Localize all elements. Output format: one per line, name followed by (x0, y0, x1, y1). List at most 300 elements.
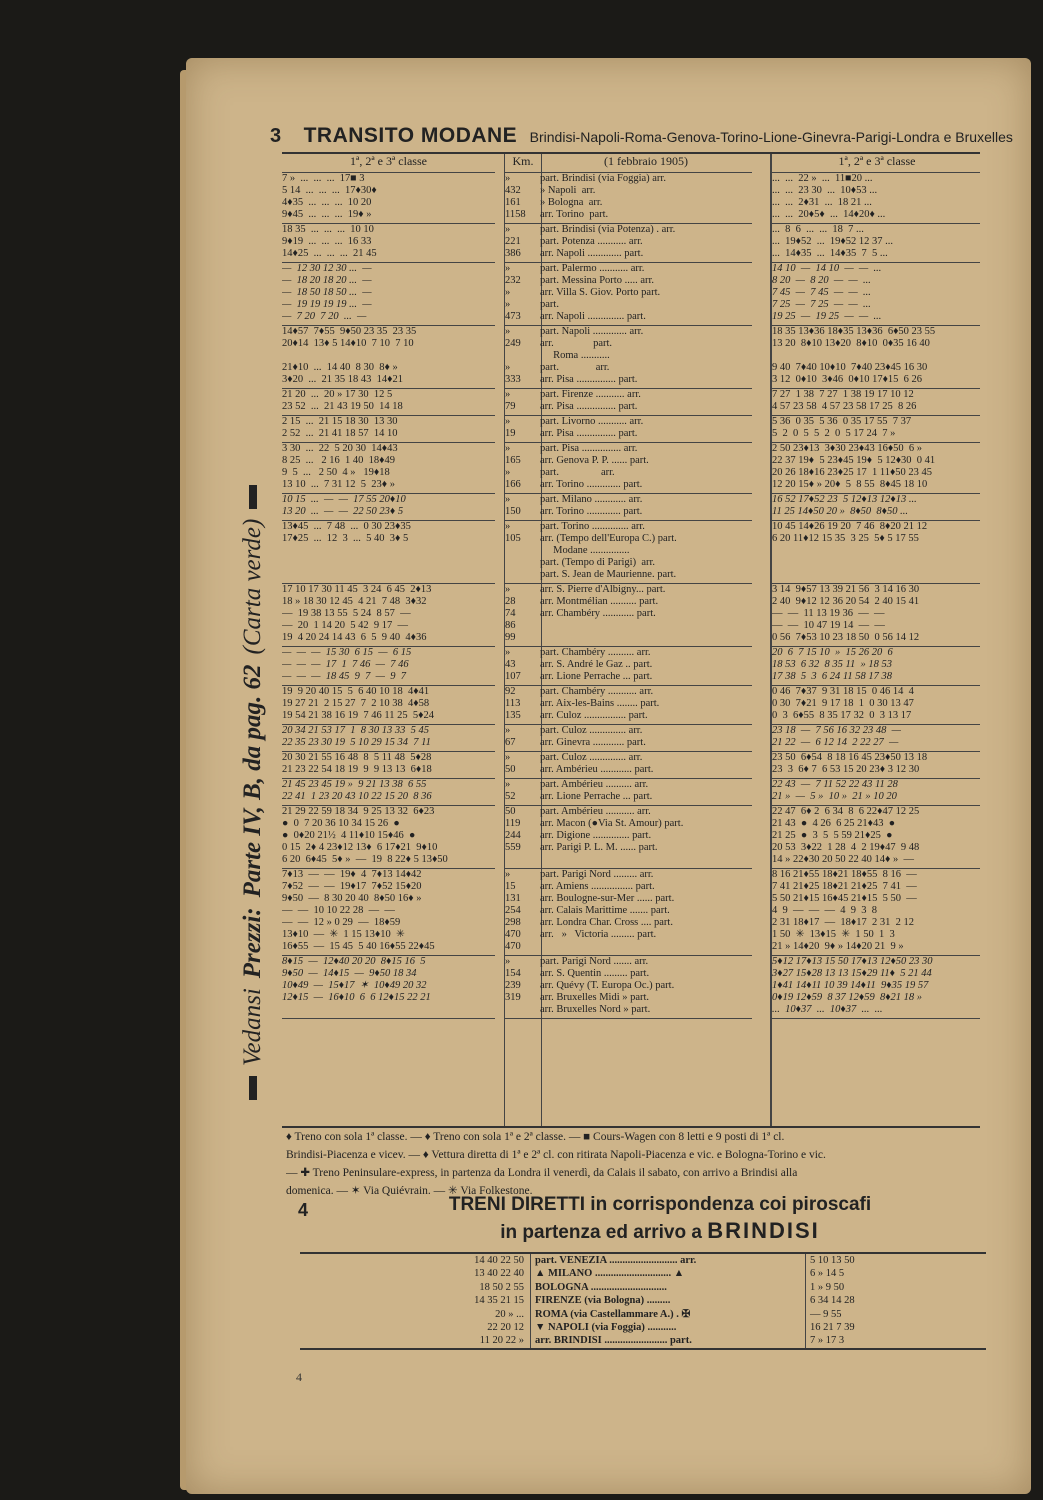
time-line: 2 40 9♦12 12 36 20 54 2 40 15 41 (772, 596, 920, 607)
km-line: 298 (505, 917, 521, 928)
time-line: 3♦27 15♦28 13 13 15♦29 11♦ 5 21 44 (772, 968, 932, 979)
km-line: » (505, 389, 511, 400)
km-line: » (505, 584, 511, 595)
footnotes (286, 1128, 980, 1200)
station-line: arr. Boulogne-sur-Mer ...... part. (540, 893, 675, 904)
km-line: 161 (505, 197, 521, 208)
km-line: » (505, 287, 511, 298)
time-line: 10 45 14♦26 19 20 7 46 8♦20 21 12 (772, 521, 928, 532)
time-line: 0 56 7♦53 10 23 18 50 0 56 14 12 (772, 632, 920, 643)
time-line: 19 9 20 40 15 5 6 40 10 18 4♦41 (282, 686, 430, 697)
timetable-block (505, 389, 541, 416)
arrival-times: 7 » 17 3 (805, 1334, 900, 1347)
km-line: 432 (505, 185, 521, 196)
km-line: » (505, 869, 511, 880)
time-line: 6 20 11♦12 15 35 3 25 5♦ 5 17 55 (772, 533, 919, 544)
station-line: arr. Amiens ................ part. (540, 881, 655, 892)
time-line: 21 23 22 54 18 19 9 9 13 13 6♦18 (282, 764, 432, 775)
empty-cell (300, 1267, 428, 1280)
station-line: Roma ........... (540, 350, 610, 361)
time-line: 21♦10 ... 14 40 8 30 8♦ » (282, 362, 398, 373)
km-line: 254 (505, 905, 521, 916)
stations-body (540, 173, 752, 1019)
time-line: 20♦14 13♦ 5 14♦10 7 10 7 10 (282, 338, 414, 349)
km-header: Km. (505, 154, 541, 173)
km-line: 43 (505, 659, 516, 670)
timetable-block (540, 494, 752, 521)
timetable-block (772, 869, 980, 956)
side-ref: Parte IV, B, da pag. 62 (239, 664, 266, 898)
time-line: 3 30 ... 22 5 20 30 14♦43 (282, 443, 398, 454)
time-line: 5 36 0 35 5 36 0 35 17 55 7 37 (772, 416, 912, 427)
km-line: 67 (505, 737, 516, 748)
connection-row (300, 1334, 986, 1347)
station-line: arr. Pisa ............... part. (540, 401, 638, 412)
time-line: 20 6 7 15 10 » 15 26 20 6 (772, 647, 893, 658)
time-line: 22 43 — 7 11 52 22 43 11 28 (772, 779, 898, 790)
station-line: part. Chambéry ........... arr. (540, 686, 654, 697)
km-line: 28 (505, 596, 516, 607)
time-line: 18 35 13♦36 18♦35 13♦36 6♦50 23 55 (772, 326, 936, 337)
left-times-body (282, 173, 495, 1019)
station-line: part. Firenze ........... arr. (540, 389, 641, 400)
km-line: 473 (505, 311, 521, 322)
timetable-block (505, 779, 541, 806)
side-price-note (238, 320, 268, 1100)
timetable-block (772, 779, 980, 806)
time-line: 12♦15 — 16♦10 6 6 12♦15 22 21 (282, 992, 431, 1003)
station-line: part. Napoli ............. arr. (540, 326, 644, 337)
left-class-header: 1ª, 2ª e 3ª classe (282, 154, 495, 173)
time-line: 8♦15 — 12♦40 20 20 8♦15 16 5 (282, 956, 426, 967)
time-line: 23 50 6♦54 8 18 16 45 23♦50 13 18 (772, 752, 928, 763)
timetable-block (540, 443, 752, 494)
km-line: » (505, 299, 511, 310)
station-line: part. Messina Porto ..... arr. (540, 275, 655, 286)
timetable-block (772, 752, 980, 779)
connection-row (300, 1281, 986, 1294)
time-line: 21 » 14♦20 9♦ » 14♦20 21 9 » (772, 941, 904, 952)
km-line: 79 (505, 401, 516, 412)
station-name: BOLOGNA ............................. (535, 1281, 667, 1293)
empty-cell (300, 1281, 428, 1294)
km-line: » (505, 647, 511, 658)
timetable-block (505, 443, 541, 494)
time-line: — — 12 » 0 29 — 18♦59 (282, 917, 401, 928)
connection-row (300, 1254, 986, 1267)
section-number: 4 (298, 1200, 309, 1220)
time-line: 18 35 ... ... ... 10 10 (282, 224, 374, 235)
km-line: 99 (505, 632, 516, 643)
station-line: arr. (Tempo dell'Europa C.) part. (540, 533, 677, 544)
station-line: arr. Pisa ............... part. (540, 428, 638, 439)
time-line: 5 2 0 5 5 2 0 5 17 24 7 » (772, 428, 896, 439)
time-line: — — — 15 30 6 15 — 6 15 (282, 647, 412, 658)
time-line: 19 54 21 38 16 19 7 46 11 25 5♦24 (282, 710, 434, 721)
station-line: part. Torino .............. arr. (540, 521, 645, 532)
station-line: part. (Tempo di Parigi) arr. (540, 557, 656, 568)
time-line: 10 15 ... — — 17 55 20♦10 (282, 494, 406, 505)
timetable-block (540, 521, 752, 584)
time-line: 2 52 ... 21 41 18 57 14 10 (282, 428, 398, 439)
km-line: 221 (505, 236, 521, 247)
arrival-times: — 9 55 (805, 1308, 900, 1321)
time-line: — 19 38 13 55 5 24 8 57 — (282, 608, 411, 619)
station-line: arr. » Victoria ......... part. (540, 929, 657, 940)
timetable-block (282, 443, 495, 494)
km-line: » (505, 326, 511, 337)
time-line: 5 50 21♦15 16♦45 21♦15 5 50 — (772, 893, 917, 904)
timetable-block (282, 224, 495, 263)
station-line: » Bologna arr. (540, 197, 603, 208)
station-line: part. Milano ............ arr. (540, 494, 643, 505)
arrival-times: 1 » 9 50 (805, 1281, 900, 1294)
time-line: 13 20 8♦10 13♦20 8♦10 0♦35 16 40 (772, 338, 930, 349)
timetable-block (772, 806, 980, 869)
km-line: 333 (505, 374, 521, 385)
time-line: 23 52 ... 21 43 19 50 14 18 (282, 401, 403, 412)
timetable-block (540, 725, 752, 752)
station-line: arr. Digione .............. part. (540, 830, 652, 841)
time-line: — — — 17 1 7 46 — 7 46 (282, 659, 409, 670)
km-line: 232 (505, 275, 521, 286)
time-line: 4♦35 ... ... ... 10 20 (282, 197, 372, 208)
station-line: part. Potenza ........... arr. (540, 236, 643, 247)
timetable-block (505, 584, 541, 647)
connection-row (300, 1294, 986, 1307)
timetable-block (282, 521, 495, 584)
timetable-block (540, 956, 752, 1019)
footer-mark: 4 (296, 1370, 302, 1384)
time-line: 20 26 18♦16 23♦25 17 1 11♦50 23 45 (772, 467, 933, 478)
km-line: » (505, 494, 511, 505)
footnote-line: ♦ Treno con sola 1ª classe. — ♦ Treno con sola 1ª e 2ª classe. — ■ Cours-Wagen con 8 letti e 9 posti di 1ª cl. (286, 1131, 785, 1143)
km-line: 154 (505, 968, 521, 979)
station-line: arr. part. (540, 338, 613, 349)
arrival-times: 6 34 14 28 (805, 1294, 900, 1307)
km-line: » (505, 467, 511, 478)
time-line: 22 41 1 23 20 43 10 22 15 20 8 36 (282, 791, 432, 802)
time-line: 9♦45 ... ... ... 19♦ » (282, 209, 372, 220)
station-line: part. Ambérieu ........... arr. (540, 806, 651, 817)
km-line: » (505, 725, 511, 736)
time-line: 7♦52 — — 19♦17 7♦52 15♦20 (282, 881, 422, 892)
km-line: » (505, 956, 511, 967)
time-line: — — 10 47 19 14 — — (772, 620, 885, 631)
station-line: part. Chambéry .......... arr. (540, 647, 651, 658)
station-line: part. Palermo ........... arr. (540, 263, 645, 274)
time-line: 9♦50 — 14♦15 — 9♦50 18 34 (282, 968, 417, 979)
time-line: 7 41 21♦25 18♦21 21♦25 7 41 — (772, 881, 917, 892)
station-line: » Napoli arr. (540, 185, 596, 196)
time-line: 17 10 17 30 11 45 3 24 6 45 2♦13 (282, 584, 432, 595)
empty-cell (300, 1254, 428, 1267)
time-line: 21 45 23 45 19 » 9 21 13 38 6 55 (282, 779, 427, 790)
station-line: arr. Bruxelles Nord » part. (540, 1004, 651, 1015)
timetable-block (540, 686, 752, 725)
time-line: 9 5 ... 2 50 4 » 19♦18 (282, 467, 390, 478)
time-line: 23 3 6♦ 7 6 53 15 20 23♦ 3 12 30 (772, 764, 920, 775)
time-line: 0 15 2♦ 4 23♦12 13♦ 6 17♦21 9♦10 (282, 842, 438, 853)
empty-cell (300, 1334, 428, 1347)
time-line: 7 27 1 38 7 27 1 38 19 17 10 12 (772, 389, 914, 400)
empty-cell (300, 1308, 428, 1321)
station-line: arr. Montmélian .......... part. (540, 596, 659, 607)
time-line: 4 57 23 58 4 57 23 58 17 25 8 26 (772, 401, 917, 412)
timetable-block (505, 224, 541, 263)
km-line: 386 (505, 248, 521, 259)
station-line: part. Culoz .............. arr. (540, 752, 643, 763)
km-line: 50 (505, 764, 516, 775)
timetable-block (505, 521, 541, 584)
arrival-times: 6 » 14 5 (805, 1267, 900, 1280)
timetable-block (282, 779, 495, 806)
time-line (772, 350, 980, 362)
timetable-block (540, 389, 752, 416)
time-line: 3 12 0♦10 3♦46 0♦10 17♦15 6 26 (772, 374, 923, 385)
station-line: part. Brindisi (via Foggia) arr. (540, 173, 666, 184)
km-line: » (505, 224, 511, 235)
station-line: arr. Torino ............. part. (540, 479, 643, 490)
time-line: 7 » ... ... ... 17■ 3 (282, 173, 365, 184)
time-line: 13♦10 — ✳ 1 15 13♦10 ✳ (282, 929, 405, 940)
time-line: ... 14♦35 ... 14♦35 7 5 ... (772, 248, 888, 259)
time-line: ● 0♦20 21½ 4 11♦10 15♦46 ● (282, 830, 416, 841)
timetable-block (505, 416, 541, 443)
station-line: arr. Londra Char. Cross .... part. (540, 917, 673, 928)
time-line: 13 10 ... 7 31 12 5 23♦ » (282, 479, 395, 490)
km-line: » (505, 263, 511, 274)
timetable-block (505, 686, 541, 725)
departure-times: 13 40 22 40 (428, 1267, 531, 1280)
time-line: 22 35 23 30 19 5 10 29 15 34 7 11 (282, 737, 431, 748)
km-line: 131 (505, 893, 521, 904)
time-line: 13 20 ... — — 22 50 23♦ 5 (282, 506, 404, 517)
footnote-line: Brindisi-Piacenza e vicev. — ♦ Vettura diretta di 1ª e 2ª cl. con ritirata Napoli-Piacenza e vic. e Bologna-Torino e vic. (286, 1149, 826, 1161)
time-line: 16 52 17♦52 23 5 12♦13 12♦13 ... (772, 494, 917, 505)
time-line: 8 16 21♦55 18♦21 18♦55 8 16 — (772, 869, 917, 880)
time-line: ... 10♦37 ... 10♦37 ... ... (772, 1004, 883, 1015)
time-line: ... ... 20♦5♦ ... 14♦20♦ ... (772, 209, 886, 220)
km-line: » (505, 173, 511, 184)
station-name: arr. BRINDISI ........................ part. (535, 1335, 692, 1347)
time-line: 9♦50 — 8 30 20 40 8♦50 16♦ » (282, 893, 422, 904)
time-line: 11 25 14♦50 20 » 8♦50 8♦50 ... (772, 506, 909, 517)
time-line: 3♦20 ... 21 35 18 43 14♦21 (282, 374, 403, 385)
time-line: 5 14 ... ... ... 17♦30♦ (282, 185, 377, 196)
station-line: part. Parigi Nord ....... arr. (540, 956, 649, 967)
arrow-mark-icon (249, 485, 257, 509)
station-line: arr. Genova P. P. ...... part. (540, 455, 649, 466)
time-line: 7 45 — 7 45 — — ... (772, 287, 871, 298)
arrow-mark-icon (249, 1076, 257, 1100)
station-line: part. Culoz .............. arr. (540, 725, 643, 736)
time-line: 17♦25 ... 12 3 ... 5 40 3♦ 5 (282, 533, 409, 544)
km-line: » (505, 362, 511, 373)
time-line: — — — 18 45 9 7 — 9 7 (282, 671, 406, 682)
km-line: 113 (505, 698, 521, 709)
time-line: 5♦12 17♦13 15 50 17♦13 12♦50 23 30 (772, 956, 933, 967)
time-line (282, 350, 495, 362)
km-line: 470 (505, 929, 521, 940)
departure-times: 14 40 22 50 (428, 1254, 531, 1267)
footnote-line: domenica. — ✶ Via Quiévrain. — ✳ Via Folkestone. (286, 1185, 533, 1197)
station-name: ▲ MILANO ............................. ▲ (535, 1268, 685, 1280)
departure-times: 18 50 2 55 (428, 1281, 531, 1294)
time-line: 4 9 — — — 4 9 3 8 (772, 905, 877, 916)
timetable-block (772, 224, 980, 263)
footnote-line: — ✚ Treno Peninsulare-express, in partenza da Londra il venerdì, da Calais il sabato, con arrivo a Brindisi alla (286, 1167, 798, 1179)
arrival-times: 16 21 7 39 (805, 1321, 900, 1334)
time-line: 2 31 18♦17 — 18♦17 2 31 2 12 (772, 917, 914, 928)
timetable-block (540, 416, 752, 443)
timetable-block (282, 173, 495, 224)
time-line: 14 10 — 14 10 — — ... (772, 263, 882, 274)
time-line: — 19 19 19 19 ... — (282, 299, 372, 310)
station-line: part. Brindisi (via Potenza) . arr. (540, 224, 676, 235)
timetable-block (505, 752, 541, 779)
time-line: 16♦55 — 15 45 5 40 16♦55 22♦45 (282, 941, 435, 952)
time-line: 19 27 21 2 15 27 7 2 10 38 4♦58 (282, 698, 430, 709)
timetable-block (772, 521, 980, 584)
timetable-block (540, 584, 752, 647)
time-line: 18 53 6 32 8 35 11 » 18 53 (772, 659, 892, 670)
station-line: arr. Pisa ............... part. (540, 374, 638, 385)
timetable-block (540, 869, 752, 956)
time-line: 20 53 3♦22 1 28 4 2 19♦47 9 48 (772, 842, 920, 853)
timetable-block (540, 326, 752, 389)
timetable-block (540, 263, 752, 326)
timetable-block (282, 416, 495, 443)
timetable-block (505, 494, 541, 521)
km-line: » (505, 779, 511, 790)
km-line: 135 (505, 710, 521, 721)
timetable-block (772, 647, 980, 686)
km-line: 119 (505, 818, 521, 829)
km-column (504, 154, 542, 1126)
station-line: arr. Parigi P. L. M. ...... part. (540, 842, 658, 853)
km-line: » (505, 443, 511, 454)
timetable-block (505, 647, 541, 686)
time-line: 21 25 ● 3 5 5 59 21♦25 ● (772, 830, 893, 841)
station-line: arr. Chambéry ............ part. (540, 608, 656, 619)
page-number: 3 (270, 125, 282, 147)
station-line: part. (540, 299, 559, 310)
empty-cell (300, 1294, 428, 1307)
time-line: 21 29 22 59 18 34 9 25 13 32 6♦23 (282, 806, 435, 817)
km-line: 92 (505, 686, 516, 697)
time-line: — 7 20 7 20 ... — (282, 311, 367, 322)
station-line: part. S. Jean de Maurienne. part. (540, 569, 677, 580)
timetable-block (772, 725, 980, 752)
time-line: ... 19♦52 ... 19♦52 12 37 ... (772, 236, 893, 247)
section-title-line1: TRENI DIRETTI in corrispondenza coi piroscafi (448, 1194, 872, 1215)
timetable-block (282, 584, 495, 647)
station-line: arr. Napoli .............. part. (540, 311, 646, 322)
time-line: 21 20 ... 20 » 17 30 12 5 (282, 389, 393, 400)
station-line: arr. Calais Marittime ....... part. (540, 905, 670, 916)
timetable-block (772, 443, 980, 494)
brindisi-connections-table (300, 1252, 986, 1350)
connection-row (300, 1321, 986, 1334)
km-line (505, 350, 541, 362)
station-line: arr. Torino part. (540, 209, 609, 220)
timetable-block (505, 263, 541, 326)
time-line: 21 22 — 6 12 14 2 22 27 — (772, 737, 899, 748)
timetable-block (540, 752, 752, 779)
time-line: 17 38 5 3 6 24 11 58 17 38 (772, 671, 892, 682)
km-line: 249 (505, 338, 521, 349)
side-prezzi: Prezzi: (239, 907, 266, 979)
empty-cell (300, 1321, 428, 1334)
time-line: 2 15 ... 21 15 18 30 13 30 (282, 416, 398, 427)
timetable-block (772, 494, 980, 521)
time-line: 0 30 7♦21 9 17 18 1 0 30 13 47 (772, 698, 914, 709)
km-line: » (505, 521, 511, 532)
station-line: arr. Villa S. Giov. Porto part. (540, 287, 661, 298)
timetable-block (282, 869, 495, 956)
side-vedansi: Vedansi (239, 988, 266, 1066)
timetable-block (282, 752, 495, 779)
km-body (505, 173, 541, 1019)
time-line: — 20 1 14 20 5 42 9 17 — (282, 620, 408, 631)
right-times-column (770, 154, 980, 1126)
time-line: 10♦49 — 15♦17 ✶ 10♦49 20 32 (282, 980, 427, 991)
section-title (360, 1192, 960, 1246)
timetable-block (505, 956, 541, 1019)
km-line: 239 (505, 980, 521, 991)
timetable-block (282, 806, 495, 869)
station-line: arr. Macon (●Via St. Amour) part. (540, 818, 684, 829)
timetable-block (282, 494, 495, 521)
page-header (270, 124, 1030, 148)
timetable-block (540, 224, 752, 263)
time-line: 21 » — 5 » 10 » 21 » 10 20 (772, 791, 897, 802)
timetable-block (282, 686, 495, 725)
time-line: ... ... 22 » ... 11■20 ... (772, 173, 873, 184)
timetable-block (540, 806, 752, 869)
km-line: 50 (505, 806, 516, 817)
station-line: arr. S. André le Gaz .. part. (540, 659, 653, 670)
departure-times: 14 35 21 15 (428, 1294, 531, 1307)
km-line: 559 (505, 842, 521, 853)
station-line: arr. Lione Perrache ... part. (540, 791, 653, 802)
time-line: — — 10 10 22 28 — — (282, 905, 395, 916)
km-line: 86 (505, 620, 516, 631)
timetable-block (282, 725, 495, 752)
km-line: 105 (505, 533, 521, 544)
station-line: arr. Napoli ............. part. (540, 248, 644, 259)
time-line: 22 37 19♦ 5 23♦45 19♦ 5 12♦30 0 41 (772, 455, 936, 466)
timetable-block (282, 326, 495, 389)
right-class-header: 1ª, 2ª e 3ª classe (772, 154, 980, 173)
left-times-column (282, 154, 495, 1126)
timetable-block (282, 263, 495, 326)
time-line: — 12 30 12 30 ... — (282, 263, 372, 274)
time-line: 19 25 — 19 25 — — ... (772, 311, 882, 322)
connection-row (300, 1308, 986, 1321)
station-name: part. VENEZIA .......................... arr. (535, 1255, 697, 1266)
time-line: 23 18 — 7 56 16 32 23 48 — (772, 725, 901, 736)
station-name: FIRENZE (via Bologna) ......... (535, 1295, 671, 1307)
timetable-block (772, 584, 980, 647)
timetable-block (505, 869, 541, 956)
station-line: part. arr. (540, 467, 615, 478)
timetable-block (505, 173, 541, 224)
arrival-times: 5 10 13 50 (805, 1254, 900, 1267)
connection-row (300, 1267, 986, 1280)
route-subtitle: Brindisi-Napoli-Roma-Genova-Torino-Lione-Ginevra-Parigi-Londra e Bruxelles (529, 129, 1013, 145)
